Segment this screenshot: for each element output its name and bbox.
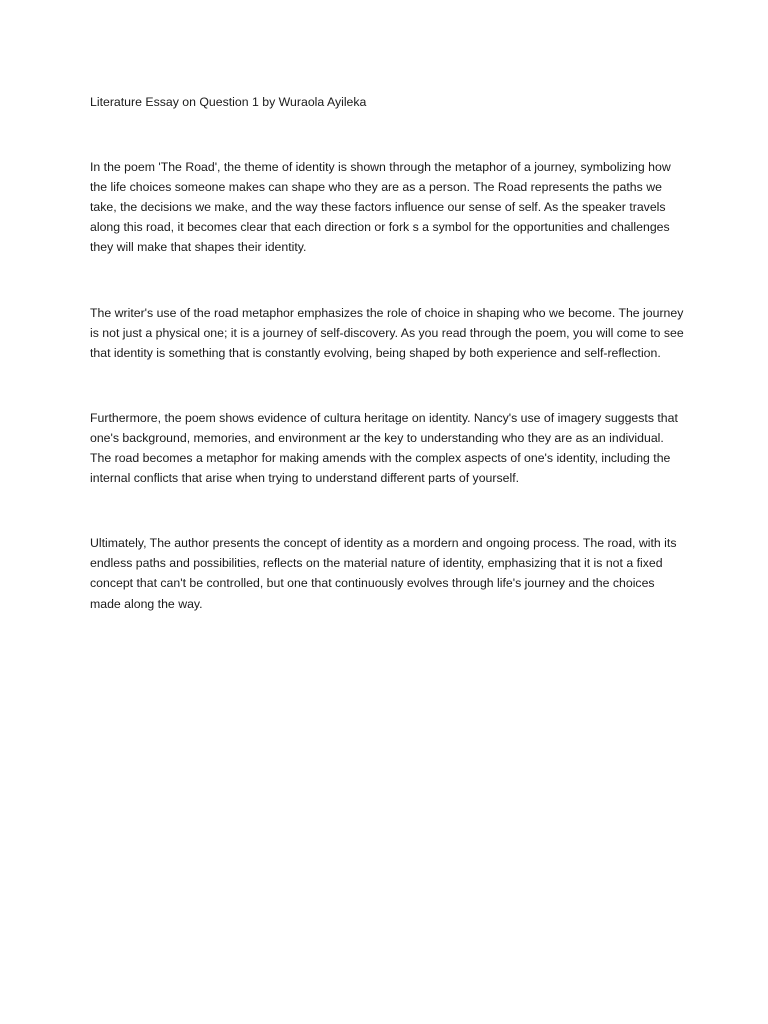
- paragraph-3: Furthermore, the poem shows evidence of cultura heritage on identity. Nancy's use of imagery suggests that one's background, memories, and environment ar the key to understanding who they are as an individual. The road becomes a metaphor for making amends with the complex aspects of one's identity, including the internal conflicts that arise when trying to understand different parts of yourself.: [90, 410, 678, 486]
- paragraph-2: The writer's use of the road metaphor emphasizes the role of choice in shaping who we become. The journey is not just a physical one; it is a journey of self-discovery. As you read through the poem, you will come to see that identity is something that is constantly evolving, being shaped by both experience and self-reflection.: [90, 305, 684, 360]
- paragraph-4: Ultimately, The author presents the concept of identity as a mordern and ongoing process. The road, with its endless paths and possibilities, reflects on the material nature of identity, emphasizing that it is not a fixed concept that can't be controlled, but one that continuously evolves through life's journey and the choices made along the way.: [90, 536, 677, 611]
- document-body: [90, 92, 684, 659]
- paragraph-1: In the poem 'The Road', the theme of identity is shown through the metaphor of a journey, symbolizing how the life choices someone makes can shape who they are as a person. The Road represents the paths we take, the decisions we make, and the way these factors influence our sense of self. As the speaker travels along this road, it becomes clear that each direction or fork s a symbol for the opportunities and challenges they will make that shapes their identity.: [90, 160, 671, 255]
- document-title: Literature Essay on Question 1 by Wuraola Ayileka: [90, 95, 367, 109]
